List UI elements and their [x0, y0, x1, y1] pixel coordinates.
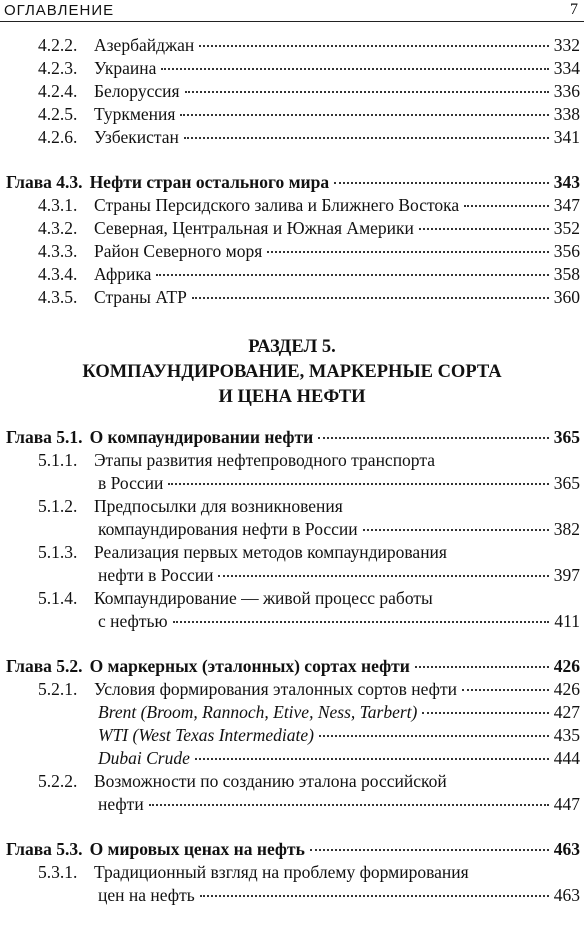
dot-leader	[173, 621, 550, 623]
dot-leader	[184, 137, 549, 139]
toc-entry-italic[interactable]: Brent (Broom, Rannoch, Etive, Ness, Tarbert) 427	[98, 702, 580, 722]
dot-leader	[334, 182, 549, 184]
toc-entry-line2[interactable]: с нефтью 411	[98, 611, 580, 631]
toc-entry[interactable]: 4.3.4. Африка 358	[38, 264, 580, 284]
toc-entry-line1[interactable]: 5.1.1. Этапы развития нефтепроводного транспорта	[38, 450, 435, 470]
header-page-number: 7	[570, 1, 578, 18]
toc-entry[interactable]: 4.3.3. Район Северного моря 356	[38, 241, 580, 261]
dot-leader	[156, 274, 548, 276]
dot-leader	[195, 758, 549, 760]
toc-chapter[interactable]: Глава 4.3. Нефти стран остального мира 343	[6, 172, 580, 192]
dot-leader	[161, 68, 548, 70]
toc-entry-line2[interactable]: нефти 447	[98, 794, 580, 814]
toc-entry[interactable]: 4.2.6. Узбекистан 341	[38, 127, 580, 147]
dot-leader	[149, 804, 549, 806]
toc-entry-italic[interactable]: WTI (West Texas Intermediate) 435	[98, 725, 580, 745]
dot-leader	[310, 849, 549, 851]
dot-leader	[192, 297, 549, 299]
dot-leader	[318, 437, 549, 439]
dot-leader	[415, 666, 549, 668]
toc-entry-line2[interactable]: нефти в России 397	[98, 565, 580, 585]
dot-leader	[419, 228, 549, 230]
dot-leader	[464, 205, 549, 207]
toc-chapter[interactable]: Глава 5.3. О мировых ценах на нефть 463	[6, 839, 580, 859]
toc-content	[0, 34, 584, 907]
toc-entry[interactable]: 4.2.5. Туркмения 338	[38, 104, 580, 124]
header-title: ОГЛАВЛЕНИЕ	[4, 2, 115, 19]
toc-entry[interactable]: 4.2.3. Украина 334	[38, 58, 580, 78]
toc-entry-line1[interactable]: 5.1.2. Предпосылки для возникновения	[38, 496, 343, 516]
dot-leader	[199, 45, 549, 47]
section-heading: РАЗДЕЛ 5. КОМПАУНДИРОВАНИЕ, МАРКЕРНЫЕ СОРТА И ЦЕНА НЕФТИ	[82, 337, 502, 407]
toc-entry-line1[interactable]: 5.2.2. Возможности по созданию эталона российской	[38, 771, 447, 791]
toc-chapter[interactable]: Глава 5.1. О компаундировании нефти 365	[6, 427, 580, 447]
toc-entry-line1[interactable]: 5.1.4. Компаундирование — живой процесс работы	[38, 588, 433, 608]
dot-leader	[200, 895, 549, 897]
dot-leader	[363, 529, 549, 531]
toc-entry-line2[interactable]: цен на нефть 463	[98, 885, 580, 905]
dot-leader	[422, 712, 548, 714]
dot-leader	[180, 114, 548, 116]
toc-entry-line2[interactable]: в России 365	[98, 473, 580, 493]
toc-entry-line2[interactable]: компаундирования нефти в России 382	[98, 519, 580, 539]
running-header	[0, 0, 584, 22]
toc-entry-italic[interactable]: Dubai Crude 444	[98, 748, 580, 768]
toc-entry[interactable]: 4.2.4. Белоруссия 336	[38, 81, 580, 101]
toc-entry[interactable]: 4.3.5. Страны АТР 360	[38, 287, 580, 307]
toc-entry-line1[interactable]: 5.1.3. Реализация первых методов компаундирования	[38, 542, 447, 562]
dot-leader	[319, 735, 549, 737]
toc-chapter[interactable]: Глава 5.2. О маркерных (эталонных) сортах нефти 426	[6, 656, 580, 676]
toc-entry[interactable]: 4.3.1. Страны Персидского залива и Ближнего Востока 347	[38, 195, 580, 215]
toc-entry[interactable]: 4.3.2. Северная, Центральная и Южная Америки 352	[38, 218, 580, 238]
dot-leader	[168, 483, 548, 485]
dot-leader	[185, 91, 549, 93]
toc-entry[interactable]: 5.2.1. Условия формирования эталонных сортов нефти 426	[38, 679, 580, 699]
toc-entry[interactable]: 4.2.2. Азербайджан 332	[38, 35, 580, 55]
dot-leader	[218, 575, 548, 577]
toc-entry-line1[interactable]: 5.3.1. Традиционный взгляд на проблему формирования	[38, 862, 469, 882]
dot-leader	[267, 251, 548, 253]
dot-leader	[462, 689, 549, 691]
